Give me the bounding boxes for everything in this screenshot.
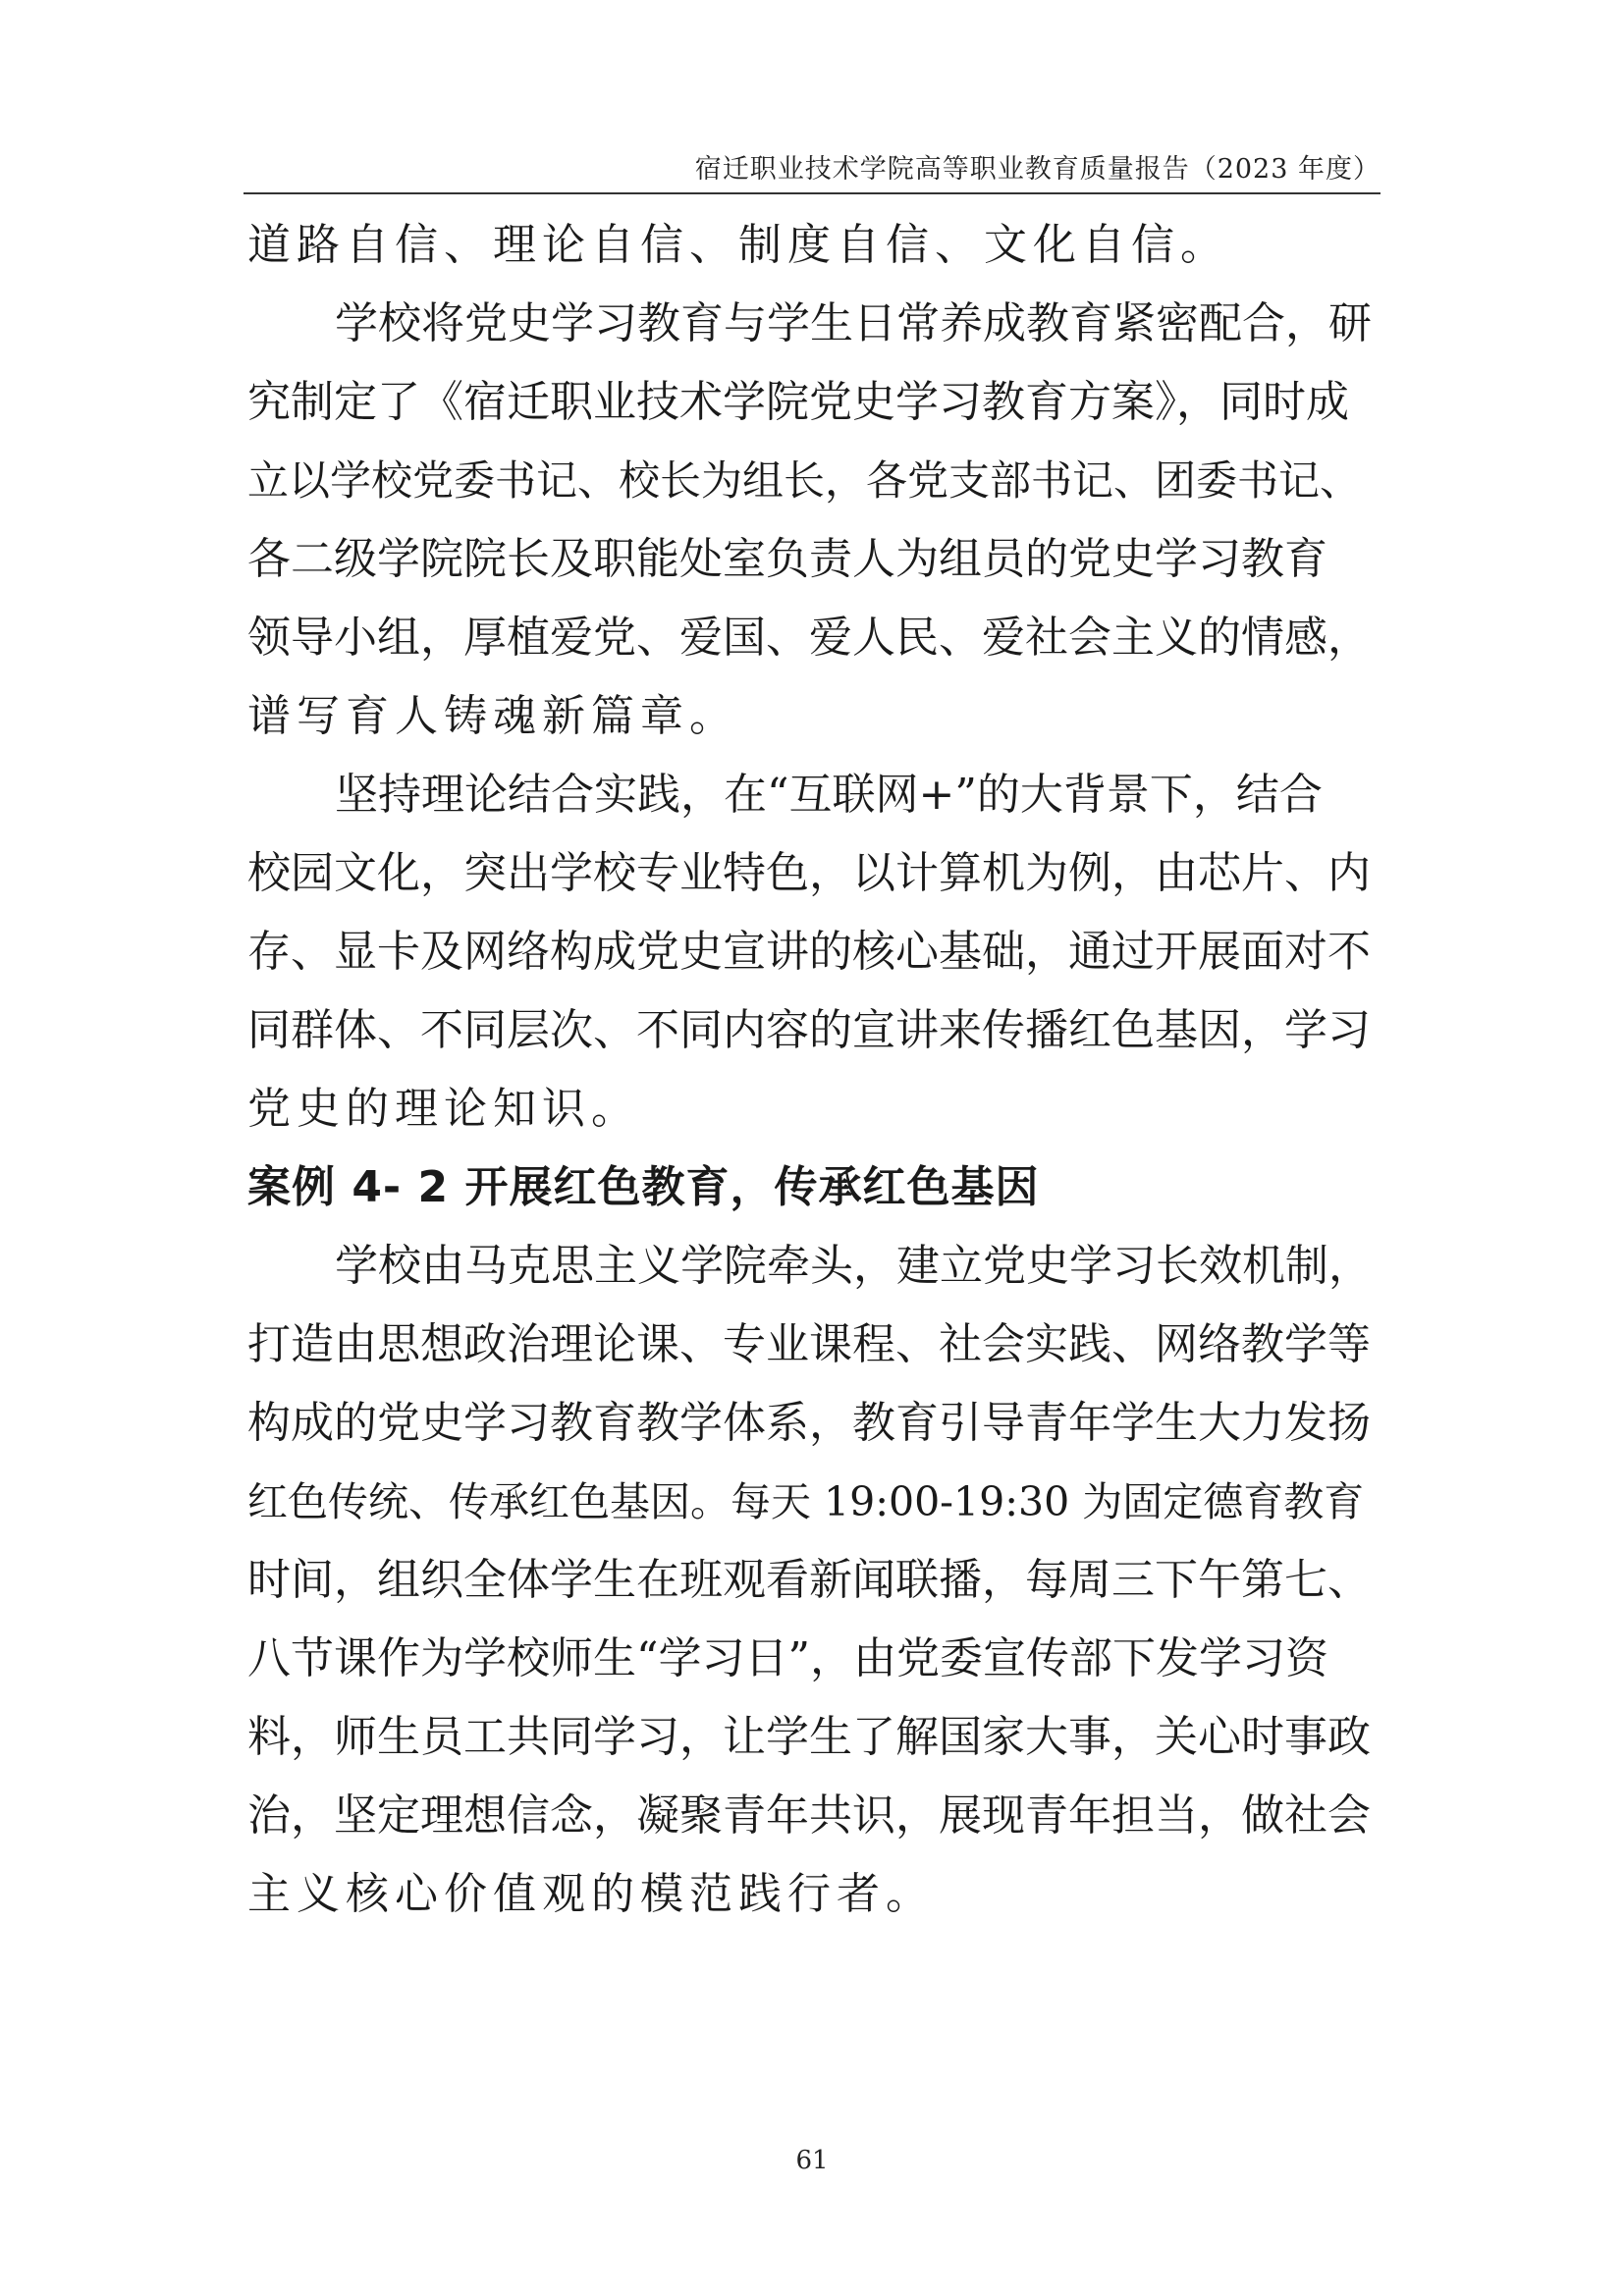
page-number: 61 [795,2146,829,2175]
paragraph-line: 构成的党史学习教育教学体系，教育引导青年学生大力发扬 [247,1398,1371,1448]
paragraph-line: 各二级学院院长及职能处室负责人为组员的党史学习教育 [247,534,1327,584]
paragraph-line: 学校由马克思主义学院牵头，建立党史学习长效机制， [335,1241,1372,1291]
paragraph-line: 党史的理论知识。 [247,1084,640,1134]
paragraph-line: 学校将党史学习教育与学生日常养成教育紧密配合，研 [335,298,1372,348]
paragraph-line: 同群体、不同层次、不同内容的宣讲来传播红色基因，学习 [247,1005,1371,1055]
paragraph-line: 领导小组，厚植爱党、爱国、爱人民、爱社会主义的情感， [247,613,1371,663]
paragraph-line: 八节课作为学校师生“学习日”，由党委宣传部下发学习资 [247,1633,1328,1683]
paragraph-line: 料，师生员工共同学习，让学生了解国家大事，关心时事政 [247,1712,1371,1762]
paragraph-line: 存、显卡及网络构成党史宣讲的核心基础，通过开展面对不 [247,927,1371,977]
document-body [247,206,1386,1934]
paragraph-line: 主义核心价值观的模范践行者。 [247,1869,935,1919]
paragraph-line: 校园文化，突出学校专业特色，以计算机为例，由芯片、内 [247,848,1371,898]
paragraph-line: 坚持理论结合实践，在“互联网+”的大背景下，结合 [335,770,1323,820]
paragraph-line: 立以学校党委书记、校长为组长，各党支部书记、团委书记、 [247,456,1362,505]
paragraph-line: 究制定了《宿迁职业技术学院党史学习教育方案》，同时成 [247,377,1349,427]
header-divider [244,192,1380,194]
paragraph-line: 红色传统、传承红色基因。每天 19:00-19:30 为固定德育教育 [247,1478,1365,1525]
paragraph-line: 打造由思想政治理论课、专业课程、社会实践、网络教学等 [247,1319,1371,1369]
paragraph-line: 治，坚定理想信念，凝聚青年共识，展现青年担当，做社会 [247,1790,1371,1841]
case-heading: 案例 4- 2 开展红色教育，传承红色基因 [247,1162,1040,1212]
page-header: 宿迁职业技术学院高等职业教育质量报告（2023 年度） [694,154,1380,185]
paragraph-line: 道路自信、理论自信、制度自信、文化自信。 [247,220,1229,270]
paragraph-line: 时间，组织全体学生在班观看新闻联播，每周三下午第七、 [247,1555,1371,1605]
paragraph-line: 谱写育人铸魂新篇章。 [247,691,738,741]
